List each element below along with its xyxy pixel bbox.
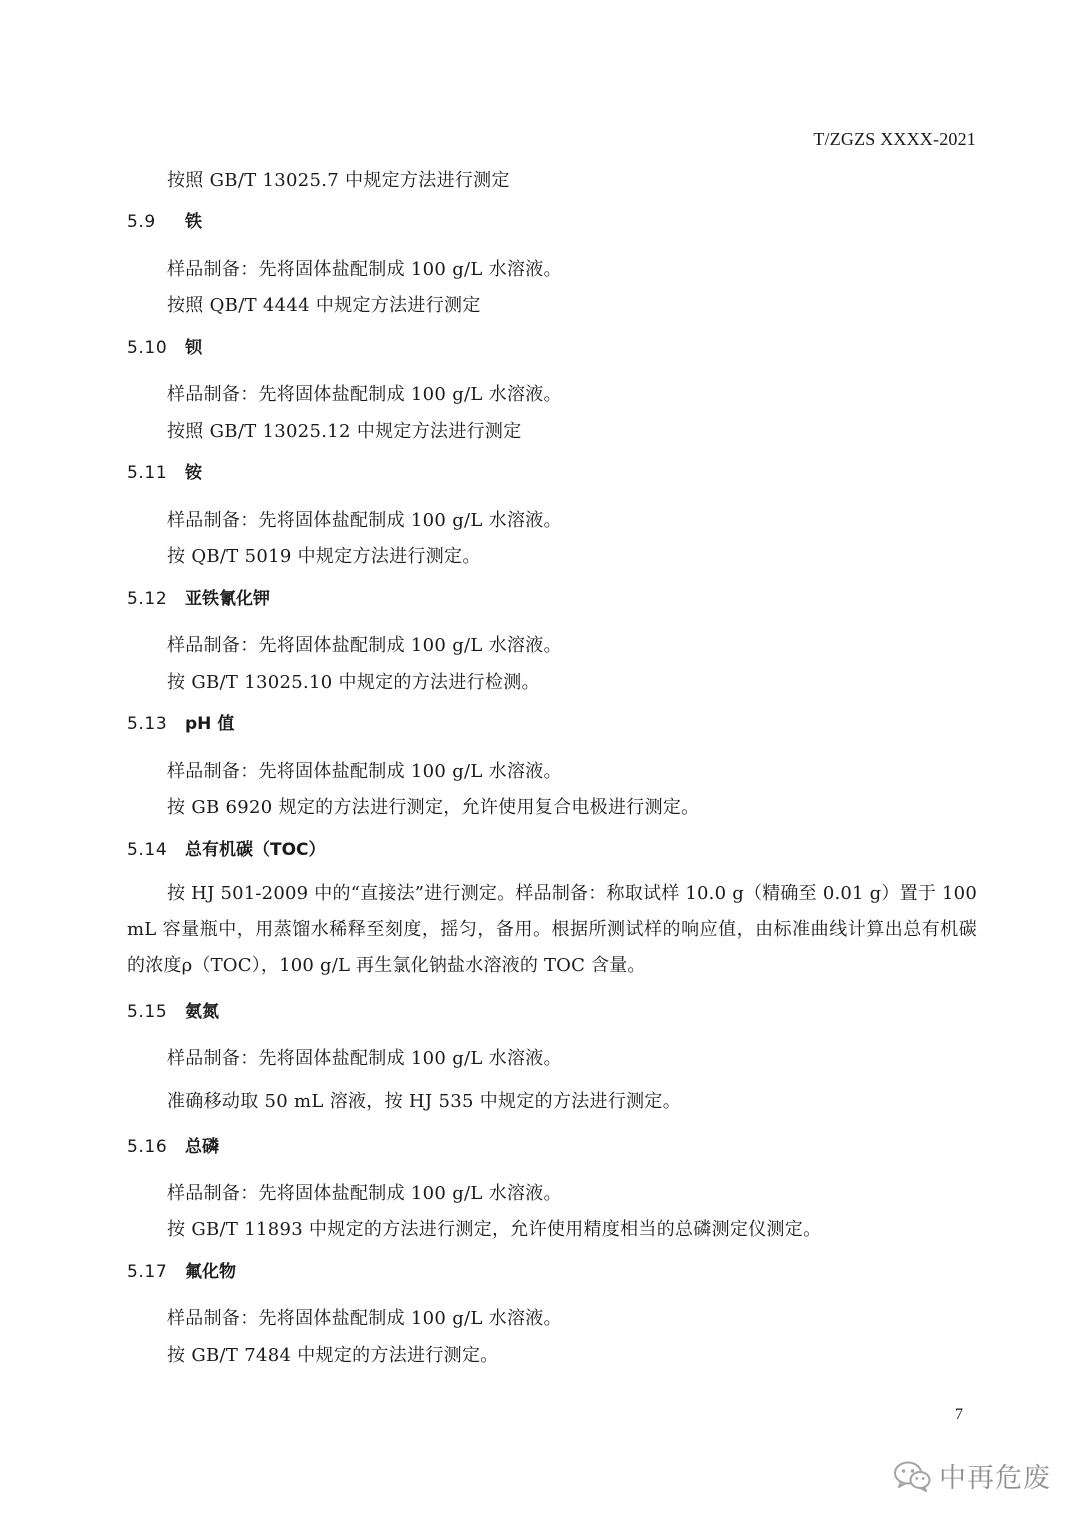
body-line: 按 QB/T 5019 中规定方法进行测定。	[167, 546, 481, 567]
body-line: 样品制备：先将固体盐配制成 100 g/L 水溶液。	[167, 1048, 562, 1069]
section-number: 5.13	[127, 714, 168, 734]
section-heading-5-9	[127, 207, 202, 232]
body-line: 准确移动取 50 mL 溶液，按 HJ 535 中规定的方法进行测定。	[167, 1091, 682, 1112]
section-title: 亚铁氰化钾	[185, 589, 270, 609]
section-heading-5-16	[127, 1132, 219, 1157]
section-title: 铁	[185, 212, 202, 232]
body-line: 样品制备：先将固体盐配制成 100 g/L 水溶液。	[167, 1183, 562, 1204]
body-line: 按照 QB/T 4444 中规定方法进行测定	[167, 295, 481, 316]
watermark-text: 中再危废	[939, 1463, 1051, 1494]
body-line: 样品制备：先将固体盐配制成 100 g/L 水溶液。	[167, 510, 562, 531]
section-number: 5.12	[127, 589, 168, 609]
section-heading-5-11	[127, 458, 202, 483]
page-number: 7	[955, 1406, 963, 1423]
section-number: 5.10	[127, 338, 168, 358]
body-line: 样品制备：先将固体盐配制成 100 g/L 水溶液。	[167, 1308, 562, 1329]
section-heading-5-15	[127, 997, 219, 1022]
section-title: 氨氮	[185, 1002, 219, 1022]
section-number: 5.9	[127, 212, 156, 232]
body-line: 按 GB 6920 规定的方法进行测定，允许使用复合电极进行测定。	[167, 797, 700, 818]
section-title: 钡	[185, 338, 202, 358]
section-title: 铵	[185, 463, 202, 483]
body-paragraph: 按 HJ 501-2009 中的“直接法”进行测定。样品制备：称取试样 10.0 g（精确至 0.01 g）置于 100 mL 容量瓶中，用蒸馏水稀释至刻度，摇匀，备用。根据所测试样的响应值，由标准曲线计算出总有机碳的浓度ρ（TOC），100 g/L 再生氯化钠盐水溶液的 TOC 含量。	[127, 883, 977, 976]
document-id: T/ZGZS XXXX-2021	[813, 129, 976, 149]
body-line: 样品制备：先将固体盐配制成 100 g/L 水溶液。	[167, 259, 562, 280]
section-number: 5.14	[127, 840, 168, 860]
body-line: 按照 GB/T 13025.12 中规定方法进行测定	[167, 421, 522, 442]
section-title: 氟化物	[185, 1262, 236, 1282]
body-line: 按 GB/T 11893 中规定的方法进行测定，允许使用精度相当的总磷测定仪测定。	[167, 1219, 822, 1240]
section-number: 5.16	[127, 1137, 168, 1157]
wechat-icon	[893, 1460, 931, 1492]
body-line: 样品制备：先将固体盐配制成 100 g/L 水溶液。	[167, 635, 562, 656]
section-heading-5-13	[127, 709, 234, 734]
section-heading-5-10	[127, 333, 202, 358]
section-heading-5-17	[127, 1257, 236, 1282]
watermark	[893, 1456, 1051, 1495]
section-heading-5-12	[127, 584, 270, 609]
section-title: pH 值	[185, 714, 235, 734]
section-number: 5.17	[127, 1262, 168, 1282]
body-line: 按照 GB/T 13025.7 中规定方法进行测定	[167, 170, 510, 191]
section-number: 5.11	[127, 463, 168, 483]
section-title: 总磷	[185, 1137, 219, 1157]
section-title: 总有机碳（TOC）	[185, 840, 326, 860]
section-number: 5.15	[127, 1002, 168, 1022]
body-line: 样品制备：先将固体盐配制成 100 g/L 水溶液。	[167, 761, 562, 782]
body-line: 按 GB/T 7484 中规定的方法进行测定。	[167, 1345, 499, 1366]
body-line: 样品制备：先将固体盐配制成 100 g/L 水溶液。	[167, 384, 562, 405]
section-heading-5-14	[127, 835, 326, 860]
body-line: 按 GB/T 13025.10 中规定的方法进行检测。	[167, 672, 540, 693]
